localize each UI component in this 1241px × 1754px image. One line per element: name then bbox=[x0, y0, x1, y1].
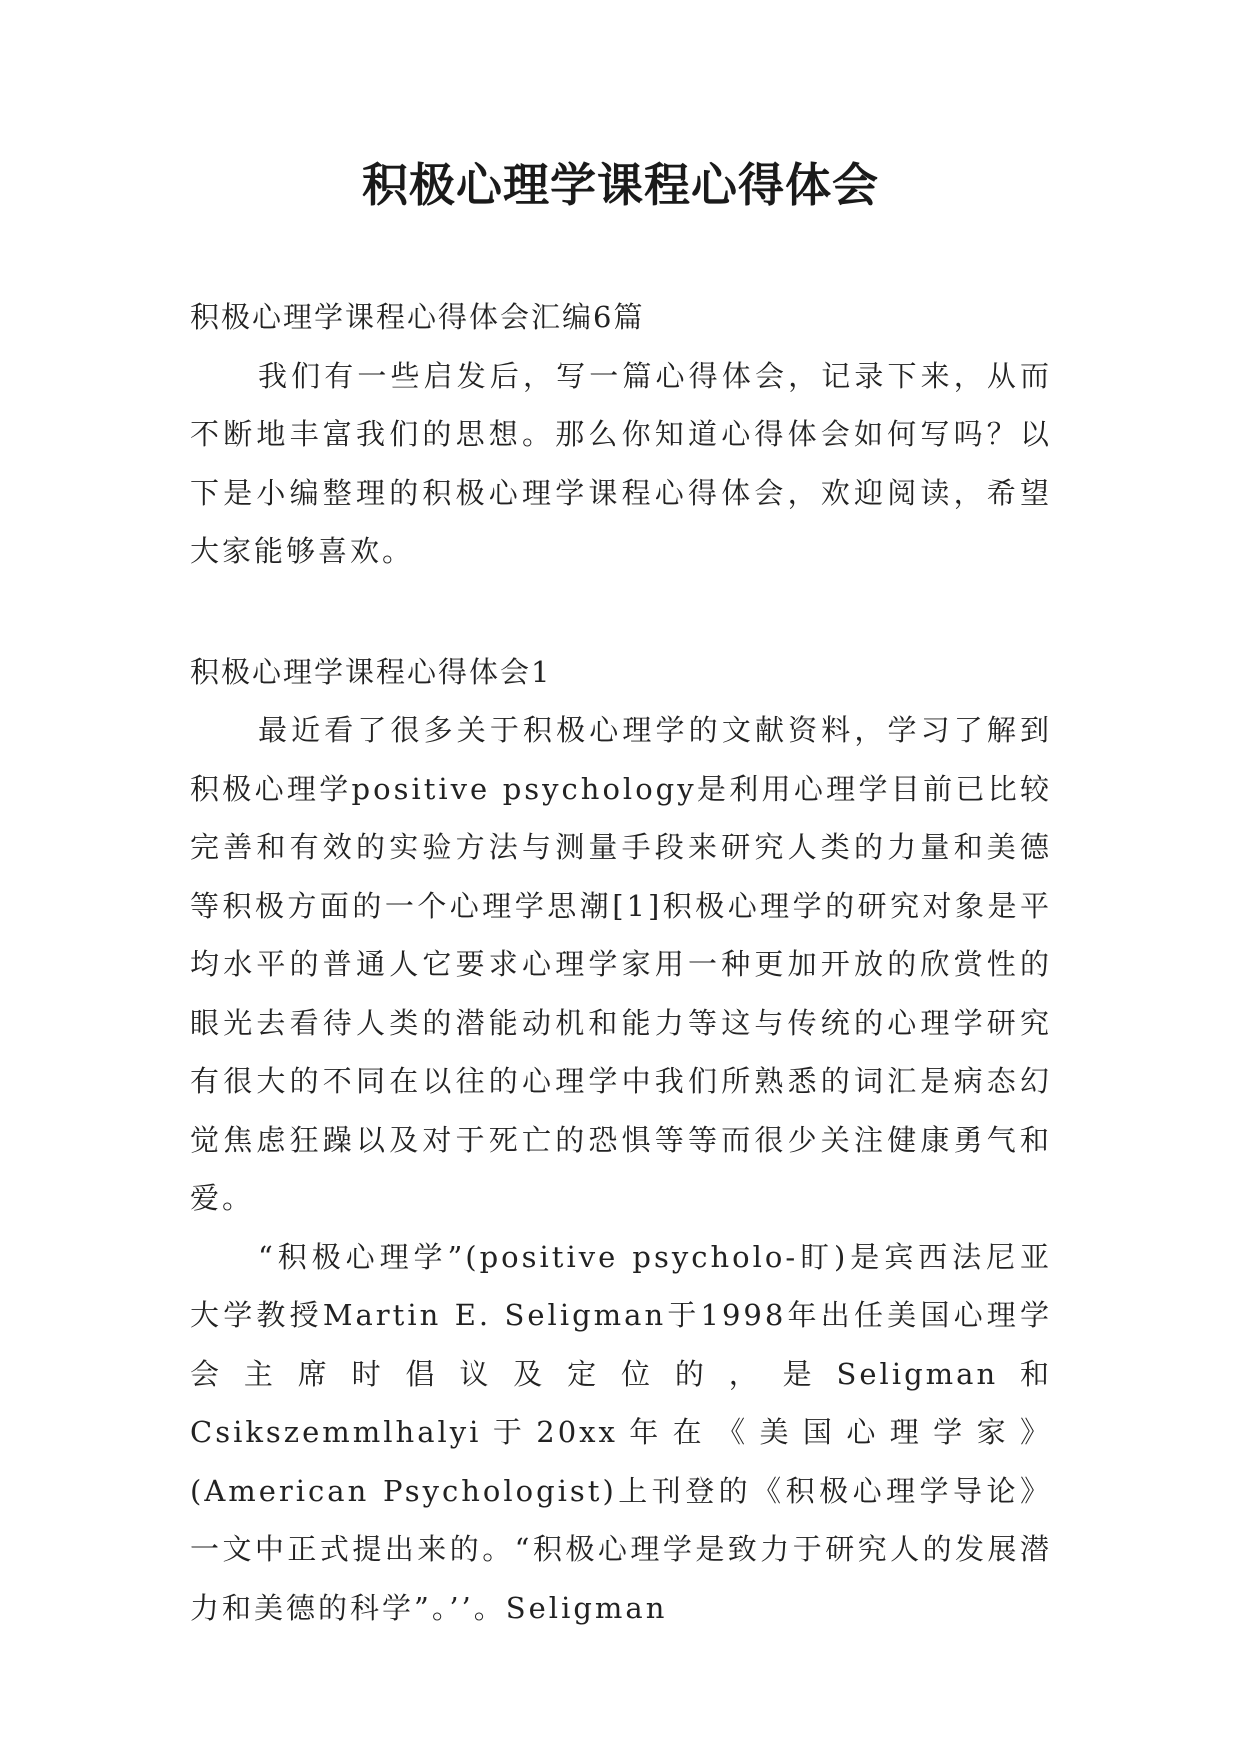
document-title: 积极心理学课程心得体会 bbox=[362, 158, 879, 212]
intro-paragraph: 我们有一些启发后，写一篇心得体会，记录下来，从而不断地丰富我们的思想。那么你知道心得体会如何写吗？以下是小编整理的积极心理学课程心得体会，欢迎阅读，希望大家能够喜欢。 bbox=[190, 358, 1052, 568]
document-body bbox=[190, 288, 1052, 1637]
section-spacer bbox=[190, 581, 1052, 643]
body-paragraph: 最近看了很多关于积极心理学的文献资料，学习了解到积极心理学positive psychology是利用心理学目前已比较完善和有效的实验方法与测量手段来研究人类的力量和美德等积极方面的一个心理学思潮[1]积极心理学的研究对象是平均水平的普通人它要求心理学家用一种更加开放的欣赏性的眼光去看待人类的潜能动机和能力等这与传统的心理学研究有很大的不同在以往的心理学中我们所熟悉的词汇是病态幻觉焦虑狂躁以及对于死亡的恐惧等等而很少关注健康勇气和爱。 bbox=[190, 713, 1052, 1215]
body-paragraph: “积极心理学”(positive psycholo-盯)是宾西法尼亚大学教授Martin E. Seligman于1998年出任美国心理学会主席时倡议及定位的，是Seligman和Csikszemmlhalyi于20xx年在《美国心理学家》(American Psychologist)上刊登的《积极心理学导论》一文中正式提出来的。“积极心理学是致力于研究人的发展潜力和美德的科学”。’’。Seligman bbox=[190, 1239, 1052, 1625]
section-heading: 积极心理学课程心得体会1 bbox=[190, 654, 552, 689]
document-subtitle: 积极心理学课程心得体会汇编6篇 bbox=[190, 300, 645, 334]
